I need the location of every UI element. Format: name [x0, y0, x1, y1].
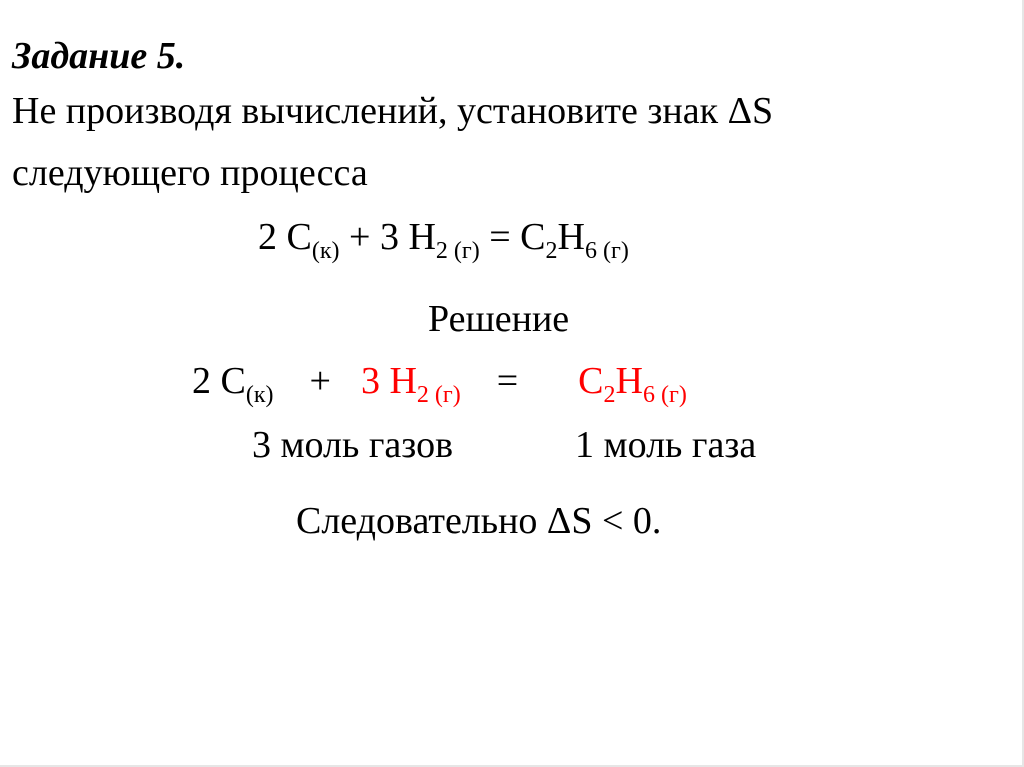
question-line-2: следующего процесса	[12, 152, 368, 194]
solution-reactant-carbon-state: (к)	[245, 382, 274, 408]
plus-sign: +	[349, 216, 371, 258]
question-line-1: Не производя вычислений, установите знак ΔS	[12, 90, 774, 132]
reactant-carbon: 2 C	[258, 216, 312, 258]
task-title: Задание 5.	[12, 35, 186, 77]
conclusion: Следовательно ΔS < 0.	[296, 500, 662, 542]
reactant-hydrogen-index: 2 (г)	[435, 238, 480, 264]
solution-product: $C_2H_{6 (г)}$	[578, 360, 687, 408]
reactant-hydrogen: 3 H	[379, 216, 436, 258]
reaction-equation	[258, 216, 629, 264]
product-hydrogen: H	[557, 216, 585, 258]
gas-moles-comparison	[252, 426, 756, 464]
solution-reactant-hydrogen: 3 $H_{2 (г)}$	[360, 360, 461, 408]
solution-title: Решение	[428, 298, 570, 340]
solution-equals-sign: =	[496, 360, 519, 402]
solution-equation	[192, 360, 687, 408]
product-carbon-index: 2	[545, 238, 558, 264]
equals-sign: =	[489, 216, 511, 258]
reactant-gas-moles: 3 моль газов	[252, 424, 454, 466]
product-carbon: C	[520, 216, 546, 258]
solution-reactant-carbon: 2 C	[192, 360, 246, 402]
product-gas-moles: 1 моль газа	[575, 424, 757, 466]
reactant-carbon-state: (к)	[311, 238, 340, 264]
product-state: 6 (г)	[584, 238, 629, 264]
solution-plus-sign: +	[309, 360, 331, 402]
